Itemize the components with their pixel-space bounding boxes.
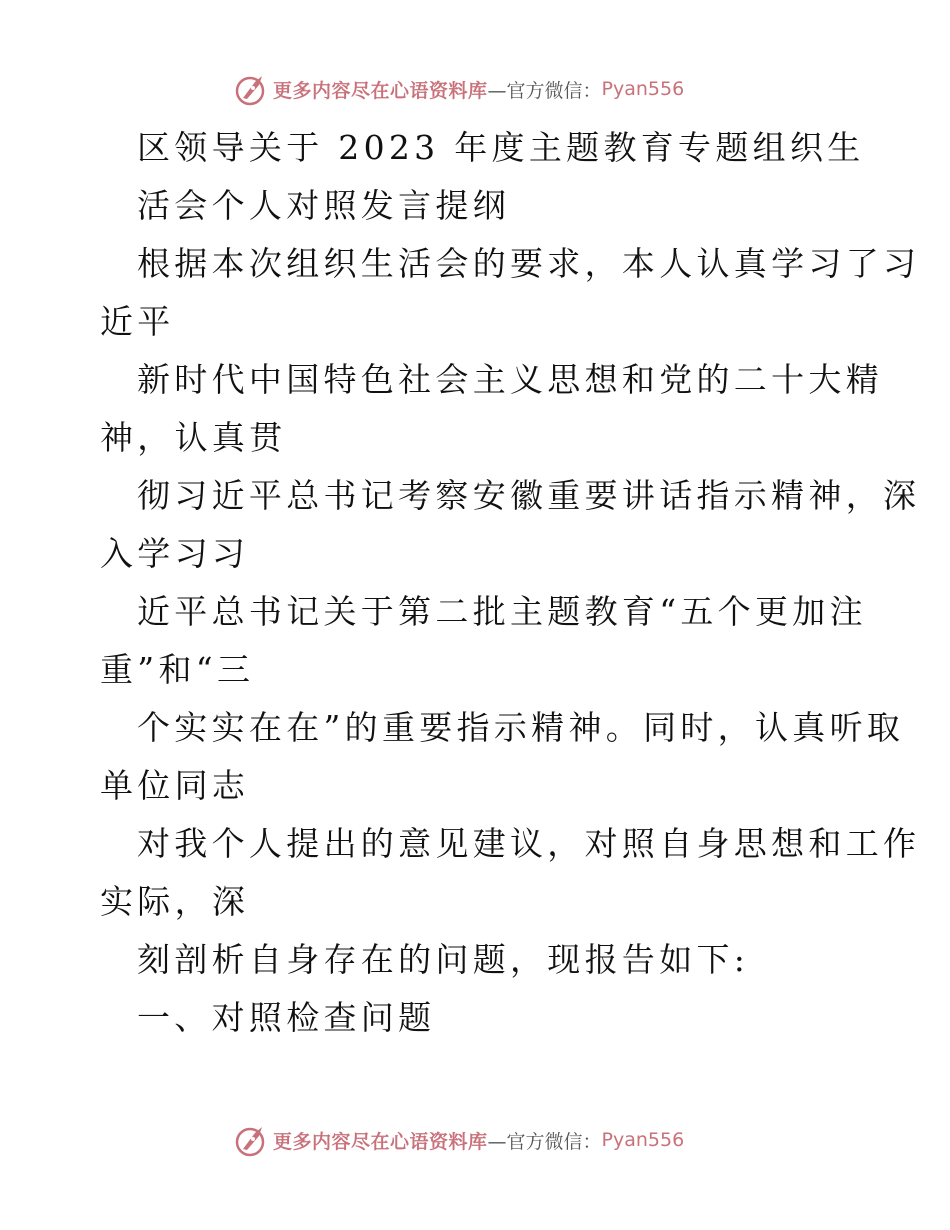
paragraph-line: 新时代中国特色社会主义思想和党的二十大精	[137, 360, 883, 399]
paragraph-line: 近平	[100, 302, 175, 341]
watermark-id-text: Pyan556	[601, 78, 685, 100]
paragraph-line: 实际，深	[100, 882, 250, 921]
paragraph-line: 近平总书记关于第二批主题教育“五个更加注	[137, 592, 867, 631]
paragraph-line: 刻剖析自身存在的问题，现报告如下:	[137, 940, 750, 979]
paragraph-line: 根据本次组织生活会的要求，本人认真学习了习	[137, 244, 921, 283]
watermark-dash-text: —官方微信：	[487, 1130, 602, 1153]
watermark-text: 更多内容尽在心语资料库	[273, 79, 488, 102]
footer-watermark	[235, 1121, 755, 1159]
paragraph-line: 个实实在在”的重要指示精神。同时，认真听取	[137, 708, 905, 747]
paragraph-line: 重”和“三	[100, 650, 255, 689]
watermark-id-text: Pyan556	[601, 1129, 685, 1151]
paragraph-line: 入学习习	[100, 534, 250, 573]
watermark-text: 更多内容尽在心语资料库	[273, 1130, 488, 1153]
section-heading: 一、对照检查问题	[137, 998, 436, 1037]
header-watermark	[235, 70, 755, 108]
paragraph-line: 对我个人提出的意见建议，对照自身思想和工作	[137, 824, 921, 863]
paragraph-line: 神，认真贯	[100, 418, 287, 457]
document-title-line-1: 区领导关于 2023 年度主题教育专题组织生	[137, 128, 865, 167]
pen-nib-logo-icon	[235, 72, 269, 106]
paragraph-line: 单位同志	[100, 766, 250, 805]
document-title-line-2: 活会个人对照发言提纲	[137, 186, 510, 225]
paragraph-line: 彻习近平总书记考察安徽重要讲话指示精神，深	[137, 476, 921, 515]
pen-nib-logo-icon	[235, 1123, 269, 1157]
watermark-dash-text: —官方微信：	[487, 79, 602, 102]
